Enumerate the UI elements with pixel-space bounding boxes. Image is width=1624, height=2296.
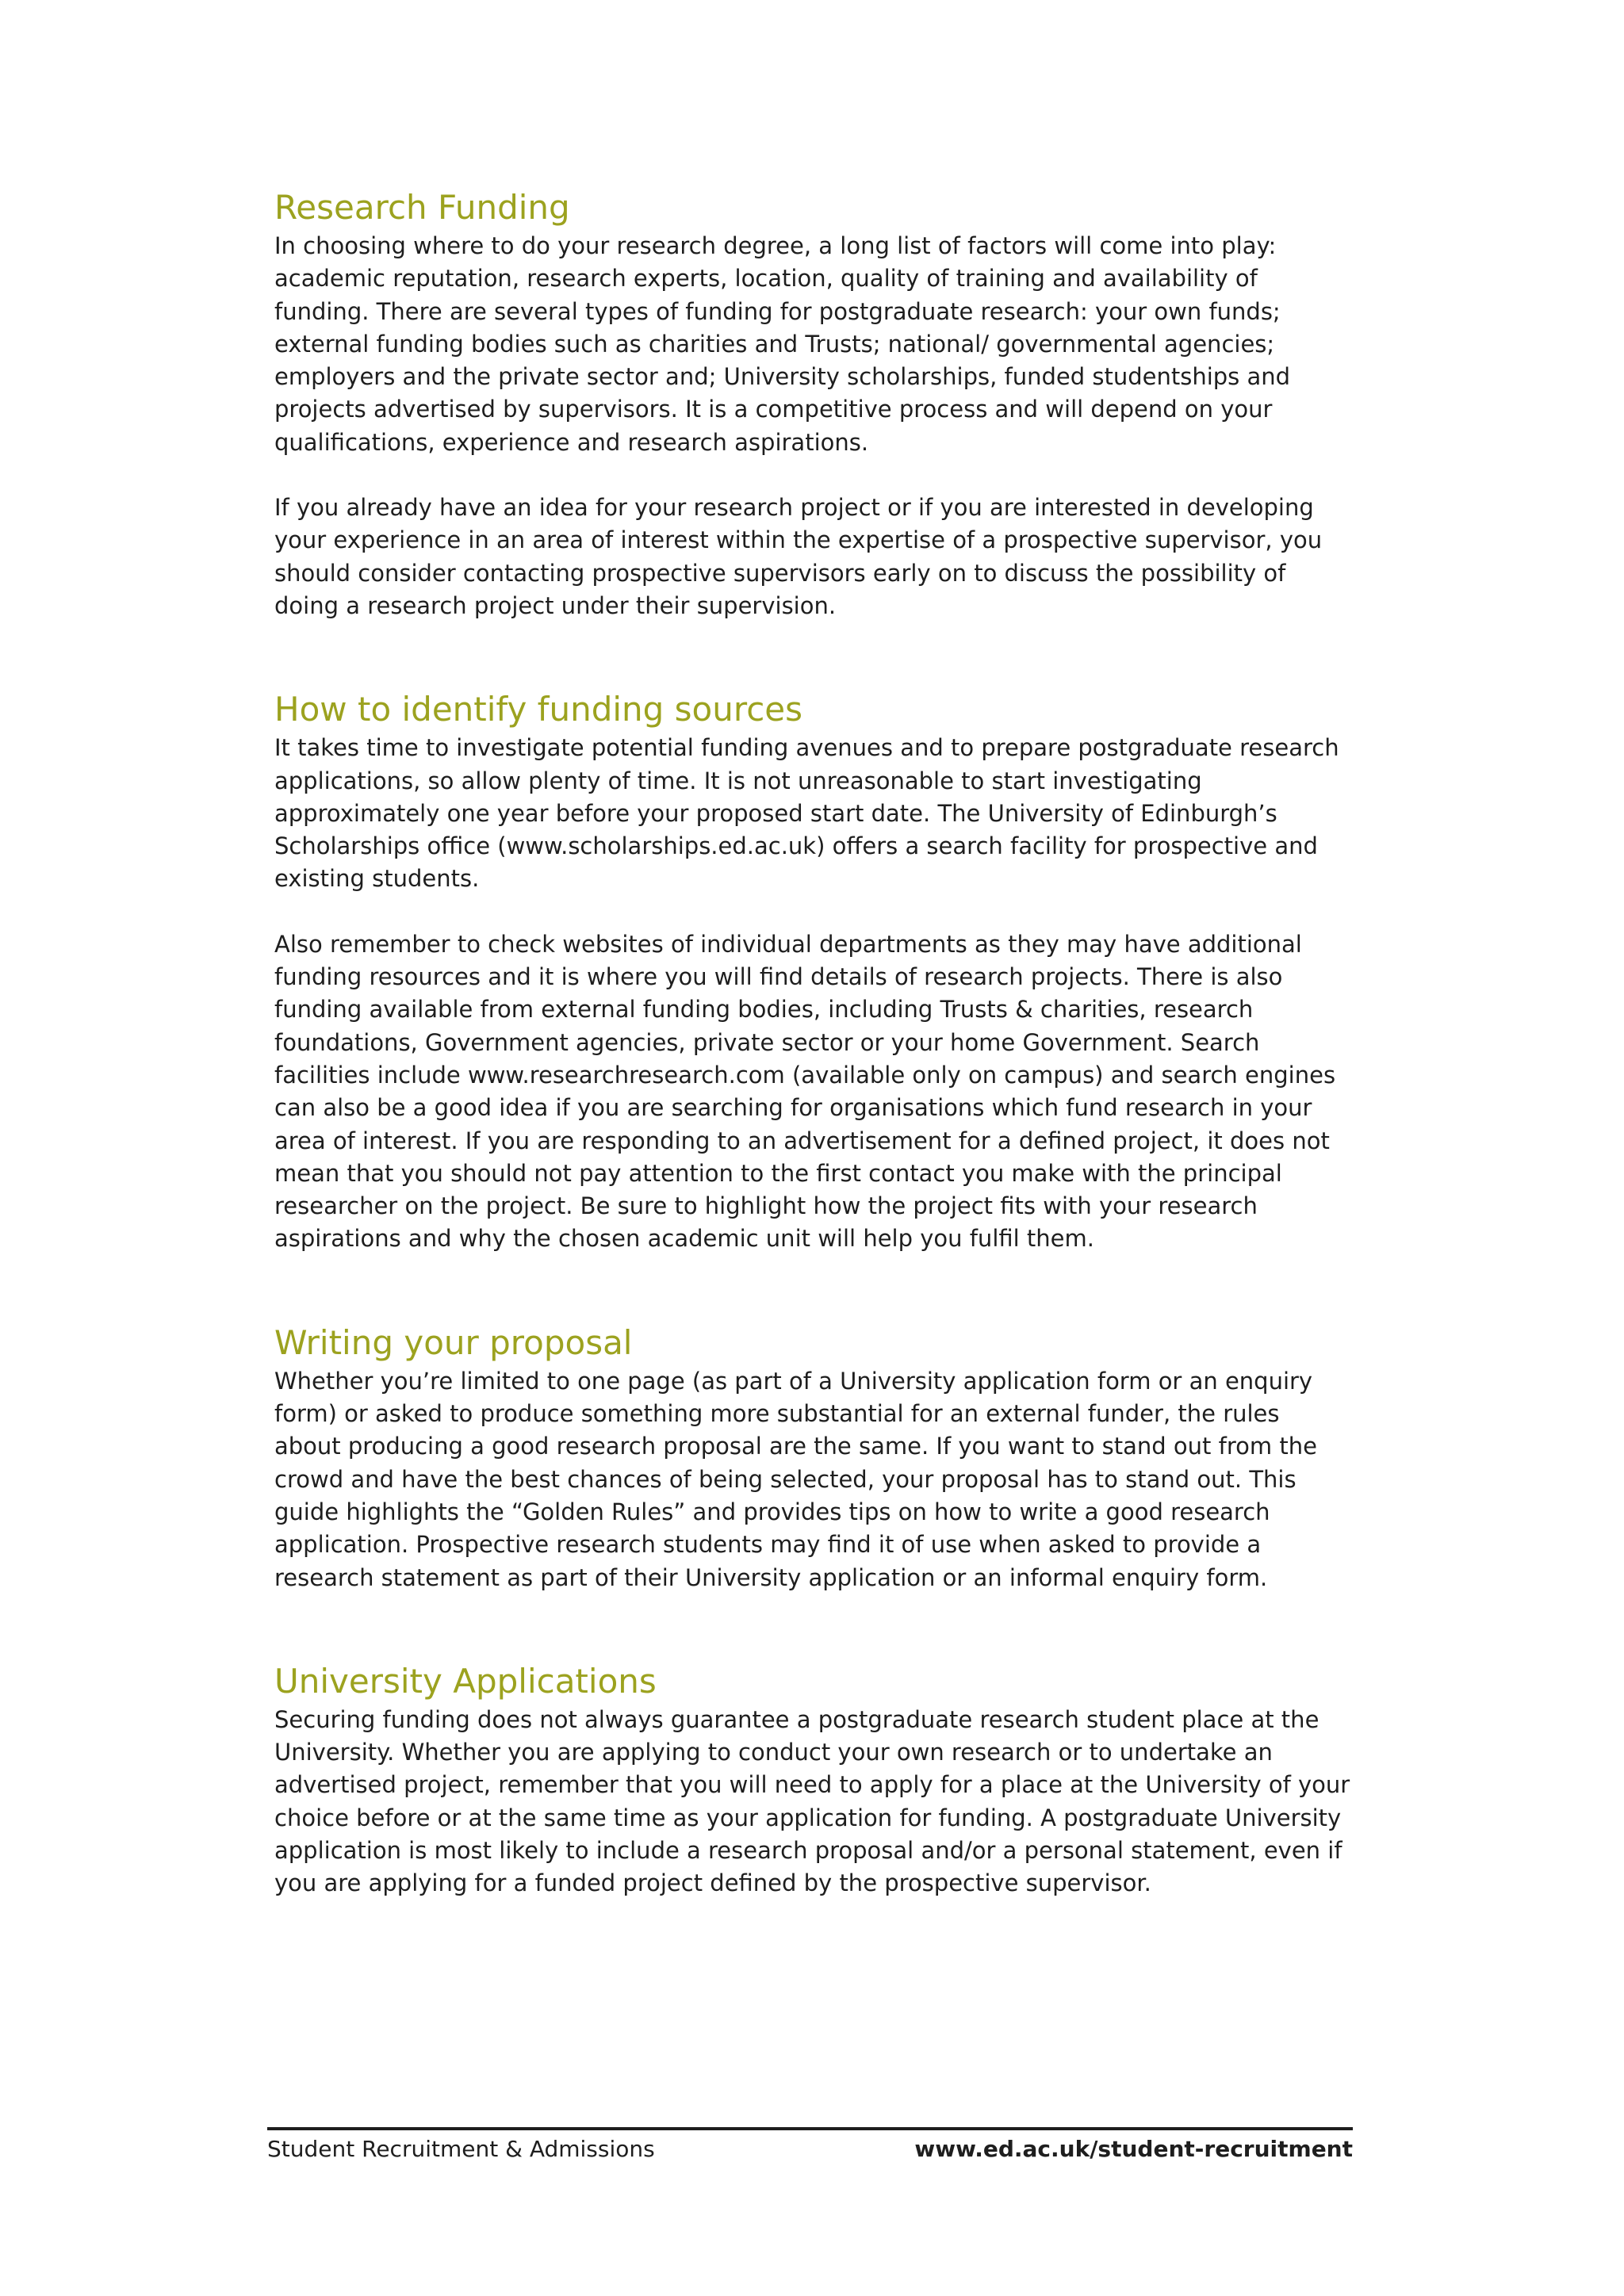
footer-divider xyxy=(267,2127,1353,2130)
section-title: Research Funding xyxy=(274,188,570,227)
paragraph: Also remember to check websites of individual departments as they may have additional funding resources and it is where you will find details of research projects. There is also funding available from external funding bodies, including Trusts & charities, research foundations, Government agencies, private sector or your home Government. Search facilities include www.researchresearch.com (available only on campus) and search engines can also be a good idea if you are searching for organisations which fund research in your area of interest. If you are responding to an advertisement for a defined project, it does not mean that you should not pay attention to the first contact you make with the principal researcher on the project. Be sure to highlight how the project fits with your research aspirations and why the chosen academic unit will help you fulfil them. xyxy=(274,930,1336,1253)
footer-organisation: Student Recruitment & Admissions xyxy=(267,2136,655,2162)
paragraph: Securing funding does not always guarantee a postgraduate research student place at the University. Whether you are applying to conduct your own research or to undertake an advertised project, remember that you will need to apply for a place at the University of your choice before or at the same time as your application for funding. A postgraduate University application is most likely to include a research proposal and/or a personal statement, even if you are applying for a funded project defined by the prospective supervisor. xyxy=(274,1705,1350,1897)
section-research-funding xyxy=(274,186,1353,622)
section-funding-sources xyxy=(274,687,1353,1255)
section-title: How to identify funding sources xyxy=(274,690,803,729)
paragraph: If you already have an idea for your research project or if you are interested in developing your experience in an area of interest within the expertise of a prospective supervisor, you should consider contacting prospective supervisors early on to discuss the possibility of doing a research project under their supervision. xyxy=(274,494,1323,619)
section-title: Writing your proposal xyxy=(274,1322,633,1362)
section-title: University Applications xyxy=(274,1661,657,1701)
footer-website-link[interactable]: www.ed.ac.uk/student-recruitment xyxy=(914,2136,1353,2162)
paragraph: Whether you’re limited to one page (as part of a University application form or an enquiry form) or asked to produce something more substantial for an external funder, the rules about producing a good research proposal are the same. If you want to stand out from the crowd and have the best chances of being selected, your proposal has to stand out. This guide highlights the “Golden Rules” and provides tips on how to write a good research application. Prospective research students may find it of use when asked to provide a research statement as part of their University application or an informal enquiry form. xyxy=(274,1367,1317,1591)
paragraph: In choosing where to do your research degree, a long list of factors will come into play: academic reputation, research experts, location, quality of training and availability of funding. There are several types of funding for postgraduate research: your own funds; external funding bodies such as charities and Trusts; national/ governmental agencies; employers and the private sector and; University scholarships, funded studentships and projects advertised by supervisors. It is a competitive process and will depend on your qualifications, experience and research aspirations. xyxy=(274,232,1291,456)
document-body xyxy=(274,186,1353,1900)
paragraph: It takes time to investigate potential funding avenues and to prepare postgraduate research applications, so allow plenty of time. It is not unreasonable to start investigating approximately one year before your proposed start date. The University of Edinburgh’s Scholarships office (www.scholarships.ed.ac.uk) offers a search facility for prospective and existing students. xyxy=(274,734,1339,893)
section-writing-proposal xyxy=(274,1321,1353,1594)
section-university-applications xyxy=(274,1659,1353,1900)
